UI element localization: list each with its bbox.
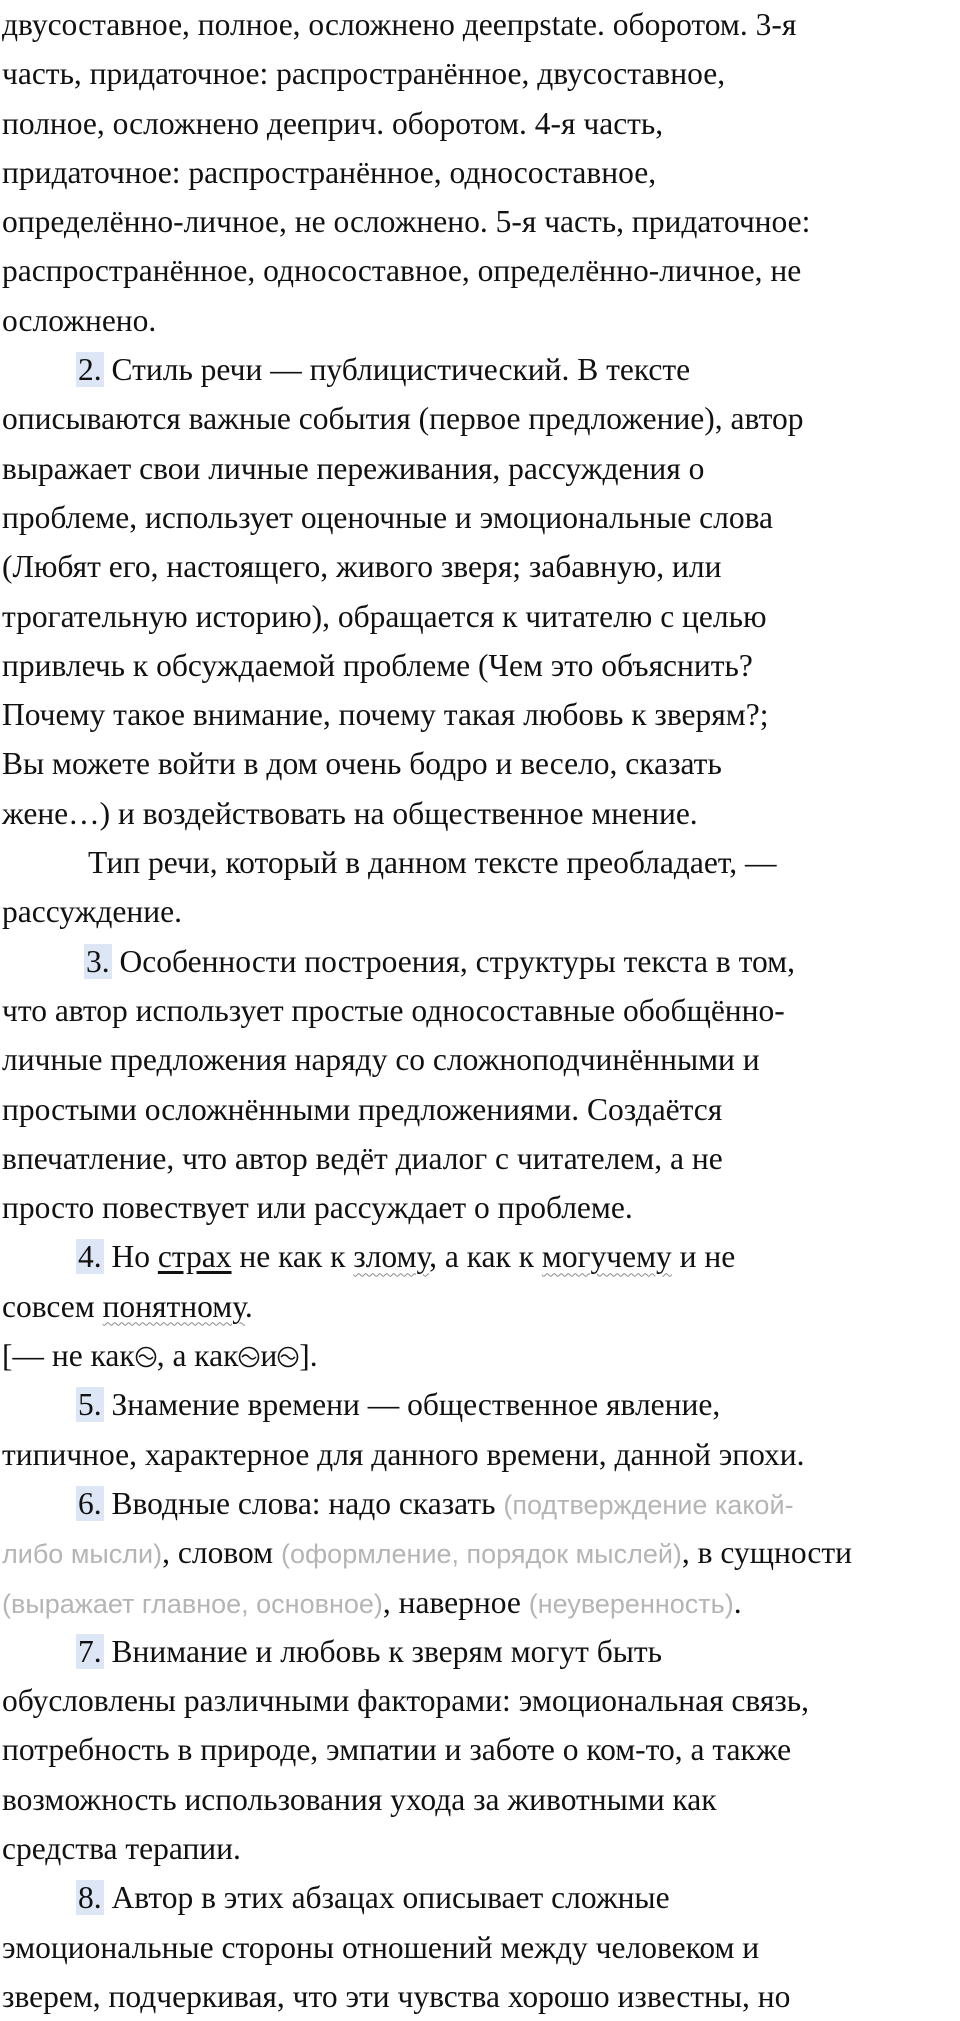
answer-6-first-line [2,1479,958,1528]
text-span: Стиль речи — публицистический. В тексте [103,352,691,388]
text-line: (Любят его, настоящего, живого зверя; забавную, или [2,549,722,585]
text-line: личные предложения наряду со сложноподчинёнными и [2,1042,760,1078]
text-span: , наверное [382,1584,529,1620]
sentence-scheme [2,1331,958,1380]
answer-number: 3. [86,943,110,979]
text-span: . [733,1584,742,1620]
text-line: впечатление, что автор ведёт диалог с читателем, а не [2,1140,723,1176]
text-line: зверем, подчеркивая, что эти чувства хорошо известны, но [2,1978,791,2014]
text-line [2,1282,958,1331]
text-span: , в сущности [681,1535,852,1571]
text-span: Вводные слова: надо сказать [103,1485,504,1521]
text-span: и не [671,1239,736,1275]
text-line: просто повествует или рассуждает о проблеме. [2,1190,633,1226]
text-line: часть, придаточное: распространённое, двусоставное, [2,56,726,92]
text-line: что автор использует простые односоставные обобщённо- [2,992,785,1028]
attribute-word: злому [353,1239,430,1275]
text-line: проблеме, использует оценочные и эмоциональные слова [2,499,774,535]
text-line: полное, осложнено дееприч. оборотом. 4-я часть, [2,105,664,141]
text-line: трогательную историю), обращается к читателю с целью [2,598,767,634]
text-line [2,1578,958,1627]
grey-note: (выражает главное, основное) [2,1588,383,1619]
text-line: типичное, характерное для данного времени, данной эпохи. [2,1436,805,1472]
scheme-text: , а как [156,1338,239,1374]
text-line: распространённое, односоставное, определённо-личное, не [2,253,802,289]
text-line: двусоставное, полное, осложнено деепрstate. оборотом. 3-я [2,7,797,42]
text-line: эмоциональные стороны отношений между человеком и [2,1929,760,1965]
answer-number: 4. [78,1239,102,1275]
text-span: Знамение времени — общественное явление, [103,1387,721,1423]
text-line: обусловлены различными факторами: эмоциональная связь, [2,1683,810,1719]
text-line: жене…) и воздействовать на общественное мнение. [2,795,698,831]
text-span: Но [103,1239,158,1275]
text-line: выражает свои личные переживания, рассуждения о [2,450,705,486]
answer-number: 8. [78,1880,102,1916]
text-line [2,1528,958,1577]
text-line: осложнено. [2,302,157,338]
text-span: Внимание и любовь к зверям могут быть [103,1633,663,1669]
attribute-word: могучему [541,1239,672,1275]
attribute-word: понятному [102,1288,245,1324]
subject-word: страх [157,1239,232,1275]
answer-7-first-line [2,1627,958,1676]
text-span: совсем [2,1288,103,1324]
text-line: средства терапии. [2,1830,241,1866]
grey-note: (оформление, порядок мыслей) [280,1539,682,1570]
grey-note: (неуверенность) [528,1588,734,1619]
answer-5-first-line [2,1380,958,1429]
answer-8-first-line [2,1873,958,1922]
text-line: Тип речи, который в данном тексте преобладает, — [88,845,777,881]
text-span: Особенности построения, структуры текста в том, [111,943,795,979]
text-line: Почему такое внимание, почему такая любовь к зверям?; [2,697,769,733]
scheme-text: ]. [299,1338,318,1374]
text-span: . [244,1288,253,1324]
text-line: Вы можете войти в дом очень бодро и весело, сказать [2,746,722,782]
answer-number: 6. [78,1485,102,1521]
answer-number: 2. [78,352,102,388]
scheme-text: и [260,1338,278,1374]
answer-4-first-line [2,1232,958,1281]
text-line: придаточное: распространённое, односоставное, [2,154,657,190]
grey-note: либо мысли) [2,1539,163,1570]
participle-phrase-oval-icon [135,1346,157,1368]
scheme-text: [— не как [2,1338,135,1374]
text-line: определённо-личное, не осложнено. 5-я часть, придаточное: [2,204,811,240]
answer-number: 5. [78,1387,102,1423]
text-line: простыми осложнёнными предложениями. Создаётся [2,1091,723,1127]
text-span: не как к [231,1239,354,1275]
text-span: Автор в этих абзацах описывает сложные [103,1880,670,1916]
text-line: потребность в природе, эмпатии и заботе о ком-то, а также [2,1732,792,1768]
text-line: рассуждение. [2,894,182,930]
text-span: , а как к [429,1239,542,1275]
document-page [2,0,958,2021]
answer-2-first-line [2,345,958,394]
text-span: , словом [162,1535,281,1571]
text-line: возможность использования ухода за животными как [2,1781,717,1817]
answer-3-first-line [2,937,958,986]
grey-note: (подтверждение какой- [503,1489,794,1520]
text-line: привлечь к обсуждаемой проблеме (Чем это объяснить? [2,647,753,683]
answer-number: 7. [78,1633,102,1669]
text-line: описываются важные события (первое предложение), автор [2,401,804,437]
participle-phrase-oval-icon [277,1346,299,1368]
participle-phrase-oval-icon [238,1346,260,1368]
